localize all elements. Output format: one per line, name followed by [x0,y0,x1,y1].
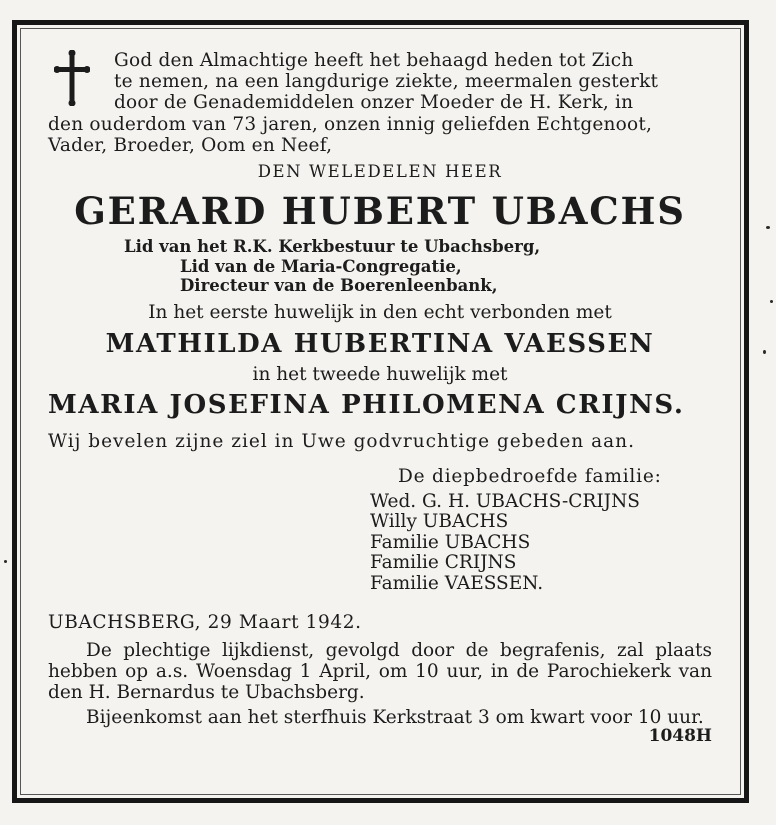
second-spouse-name: MARIA JOSEFINA PHILOMENA CRIJNS. [48,389,685,420]
family-member: Wed. G. H. UBACHS-CRIJNS [370,490,640,512]
salutation: DEN WELEDELEN HEER [257,162,503,182]
intro-line: den ouderdom van 73 jaren, onzen innig geliefden Echtgenoot, [48,113,653,135]
family-block [48,464,712,595]
place-date: UBACHSBERG, 29 Maart 1942. [48,612,362,634]
family-member: Familie CRIJNS [370,552,517,574]
death-notice [48,50,712,746]
gathering-info [48,707,712,728]
family-list [370,492,712,595]
intro-line: God den Almachtige heeft het behaagd heden tot Zich [114,50,634,71]
second-marriage-text: in het tweede huwelijk met [252,363,508,385]
print-speck [766,226,770,229]
function-line: Lid van het R.K. Kerkbestuur te Ubachsberg, [124,237,541,257]
function-line: Lid van de Maria-Congregatie, [180,256,462,276]
cross-icon [54,50,90,106]
print-speck [770,300,773,303]
gathering-text: Bijeenkomst aan het sterfhuis Kerkstraat 3 om kwart voor 10 uur. [86,707,704,729]
function-line: Directeur van de Boerenleenbank, [180,276,498,296]
prayer-request: Wij bevelen zijne ziel in Uwe godvruchtige gebeden aan. [48,430,635,452]
intro-line: Vader, Broeder, Oom en Neef, [48,134,333,156]
intro-block [48,50,712,156]
family-member: Willy UBACHS [370,511,509,533]
print-speck [763,350,766,354]
funeral-text: De plechtige lijkdienst, gevolgd door de begrafenis, zal plaats hebben op a.s. Woensdag 1 April, om 10 uur, in de Parochiekerk van den H. Bernardus te Ubachsberg. [48,640,712,704]
intro-line: door de Genademiddelen onzer Moeder de H. Kerk, in [114,92,634,114]
family-heading: De diepbedroefde familie: [398,465,662,487]
functions-list [48,237,712,296]
reference-code: 1048H [648,726,712,747]
print-speck [4,560,7,563]
intro-line: te nemen, na een langdurige ziekte, meermalen gesterkt [114,71,659,93]
family-member: Familie UBACHS [370,531,531,553]
deceased-name: GERARD HUBERT UBACHS [74,189,686,234]
family-member: Familie VAESSEN. [370,572,544,594]
funeral-info [48,640,712,703]
first-spouse-name: MATHILDA HUBERTINA VAESSEN [105,328,655,359]
first-marriage-text: In het eerste huwelijk in den echt verbonden met [148,301,612,323]
